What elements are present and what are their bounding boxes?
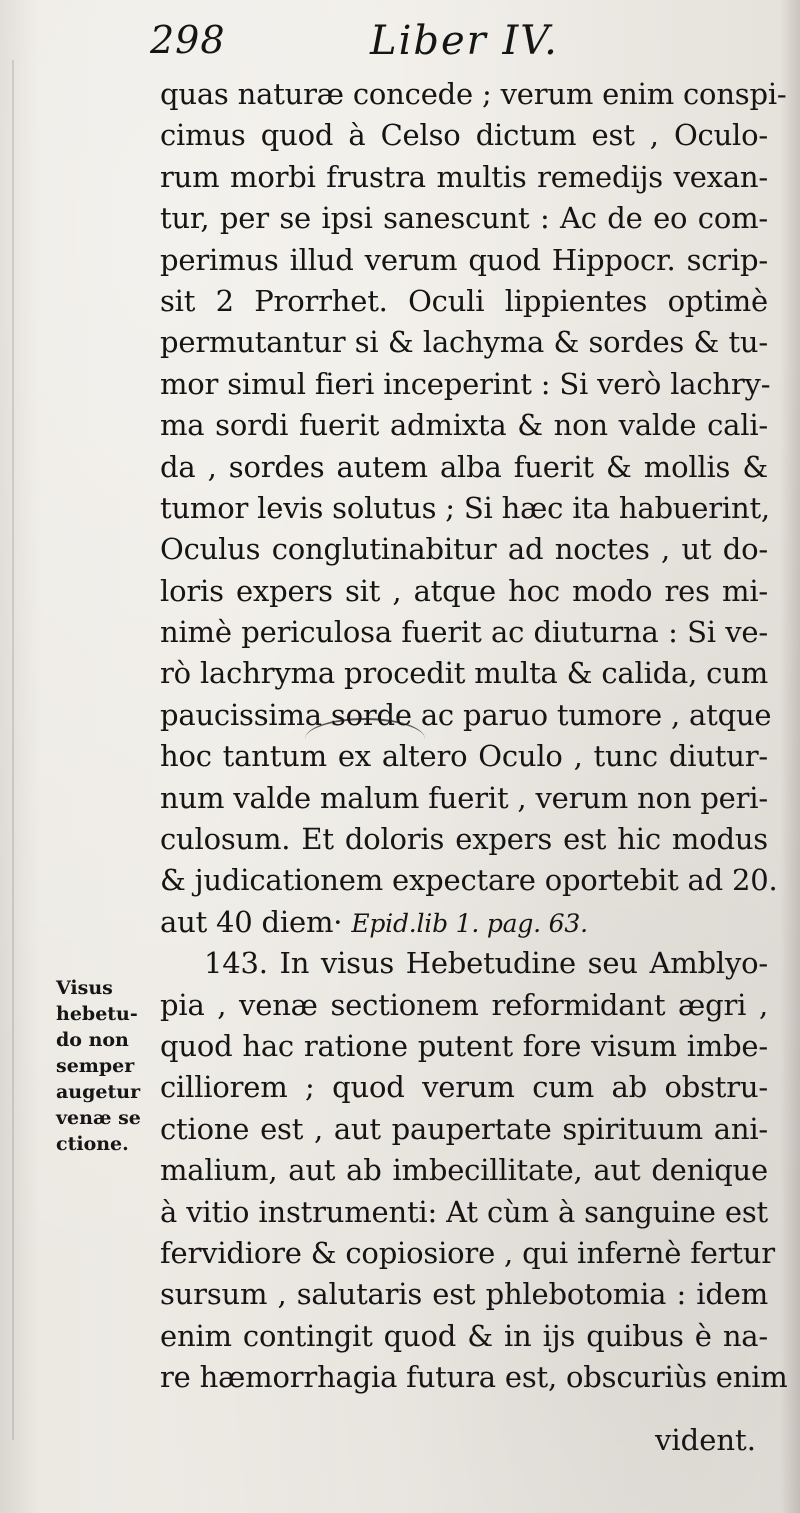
- text-line: num valde malum fuerit , verum non peri-: [160, 780, 768, 815]
- text-line: loris expers sit , atque hoc modo res mi-: [160, 573, 768, 608]
- margin-note: [56, 975, 156, 1157]
- paragraph-start-line: 143. In visus Hebetudine seu Amblyo-: [204, 946, 768, 981]
- running-title: Liber IV.: [370, 18, 559, 64]
- text-line: re hæmorrhagia futura est, obscuriùs enim: [160, 1360, 788, 1395]
- text-line: tumor levis solutus ; Si hæc ita habuerint,: [160, 490, 770, 525]
- body-text: [160, 74, 788, 1399]
- text-line: permutantur si & lachyma & sordes & tu-: [160, 325, 768, 360]
- text-line: & judicationem expectare oportebit ad 20.: [160, 863, 778, 898]
- page-edge-shadow: [12, 60, 14, 1440]
- text-line: pia , venæ sectionem reformidant ægri ,: [160, 987, 768, 1022]
- text-line: sursum , salutaris est phlebotomia : idem: [160, 1277, 768, 1312]
- page-header: [150, 18, 770, 70]
- margin-note-line: venæ se: [56, 1107, 141, 1129]
- text-line: quod hac ratione putent fore visum imbe-: [160, 1028, 768, 1063]
- text-line: à vitio instrumenti: At cùm à sanguine est: [160, 1194, 768, 1229]
- text-line: ctione est , aut paupertate spirituum ani-: [160, 1111, 768, 1146]
- text-line: quas naturæ concede ; verum enim conspi-: [160, 77, 787, 111]
- text-line: Oculus conglutinabitur ad noctes , ut do-: [160, 532, 768, 567]
- text-line: perimus illud verum quod Hippocr. scrip-: [160, 242, 768, 277]
- text-line-with-reference: [160, 902, 768, 943]
- text-line: rò lachryma procedit multa & calida, cum: [160, 656, 768, 691]
- margin-note-line: semper: [56, 1055, 135, 1077]
- text-line: sit 2 Prorrhet. Oculi lippientes optimè: [160, 283, 768, 318]
- text-line: mor simul fieri inceperint : Si verò lachry-: [160, 366, 771, 401]
- text-line: hoc tantum ex altero Oculo , tunc diutur-: [160, 739, 768, 774]
- text-line: enim contingit quod & in ijs quibus è na-: [160, 1318, 768, 1353]
- text-line: culosum. Et doloris expers est hic modus: [160, 822, 768, 857]
- text-line: ma sordi fuerit admixta & non valde cali-: [160, 408, 768, 443]
- catchword: vident.: [655, 1423, 756, 1457]
- margin-note-line: do non: [56, 1029, 129, 1051]
- margin-note-line: ctione.: [56, 1133, 129, 1155]
- page-number: 298: [150, 18, 226, 62]
- margin-note-line: Visus: [56, 977, 113, 999]
- text-line: fervidiore & copiosiore , qui infernè fertur: [160, 1235, 775, 1270]
- margin-note-line: hebetu-: [56, 1003, 138, 1025]
- margin-note-line: augetur: [56, 1081, 141, 1103]
- text-line: aut 40 diem·: [160, 904, 343, 939]
- handwritten-strike-mark: [305, 718, 425, 760]
- text-line: cilliorem ; quod verum cum ab obstru-: [160, 1070, 768, 1105]
- text-line: cimus quod à Celso dictum est , Oculo-: [160, 118, 768, 153]
- text-line: tur, per se ipsi sanescunt : Ac de eo com-: [160, 201, 768, 236]
- text-line: da , sordes autem alba fuerit & mollis &: [160, 449, 768, 484]
- citation-reference: Epid.lib 1. pag. 63.: [351, 908, 588, 938]
- text-line: paucissima sorde ac paruo tumore , atque: [160, 697, 772, 732]
- text-line: nimè periculosa fuerit ac diuturna : Si ve-: [160, 615, 768, 650]
- text-line: malium, aut ab imbecillitate, aut denique: [160, 1153, 768, 1188]
- text-line: rum morbi frustra multis remedijs vexan-: [160, 159, 768, 194]
